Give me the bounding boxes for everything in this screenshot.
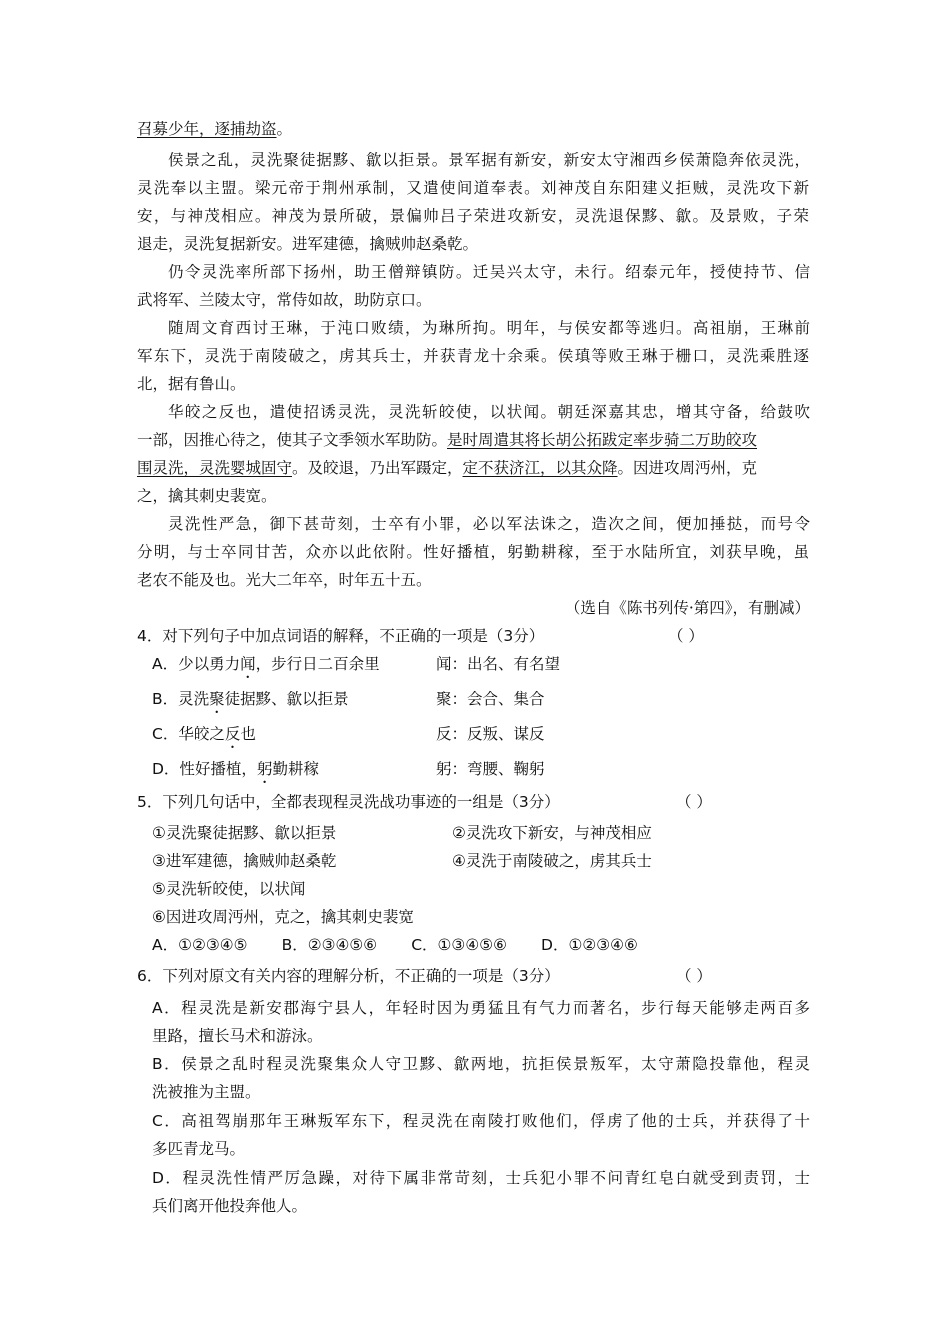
q5-choice-a: A．①②③④⑤ (152, 936, 248, 954)
passage-line-17: 老农不能及也。光大二年卒，时年五十五。 (137, 571, 432, 589)
q6-answer-blank: （ ） (676, 967, 712, 985)
q6-option-a-line-1: A．程灵洗是新安郡海宁县人，年轻时因为勇猛且有气力而著名，步行每天能够走两百多 (152, 999, 810, 1017)
q6-option-c-line-2: 多匹青龙马。 (152, 1140, 246, 1158)
q6-option-d-line-1: D．程灵洗性情严厉急躁，对待下属非常苛刻，士兵犯小罪不问青红皂白就受到责罚，士 (152, 1169, 810, 1187)
q6-option-b-line-2: 洗被推为主盟。 (152, 1083, 261, 1101)
q5-choice-d: D．①②③④⑥ (541, 936, 638, 954)
passage-line-1: 召募少年，逐捕劫盗。 (137, 120, 293, 138)
q6-option-b-line-1: B．侯景之乱时程灵洗聚集众人守卫黟、歙两地，抗拒侯景叛军，太守萧隐投靠他，程灵 (152, 1055, 810, 1073)
q5-statement-6: ⑥因进攻周沔州，克之，擒其刺史裴宽 (152, 908, 414, 926)
passage-line-8: 随周文育西讨王琳，于沌口败绩，为琳所拘。明年，与侯安都等逃归。高祖崩，王琳前 (168, 319, 810, 337)
q4-option-c: C．华皎之反也 反：反叛、谋反 (152, 725, 545, 743)
q6-option-d-line-2: 兵们离开他投奔他人。 (152, 1197, 308, 1215)
underlined-phrase: 定不获济江，以其众降 (462, 459, 618, 477)
passage-line-9: 军东下，灵洗于南陵破之，虏其兵士，并获青龙十余乘。侯瑱等败王琳于栅口，灵洗乘胜逐 (137, 347, 809, 365)
passage-line-7: 武将军、兰陵太守，常侍如故，助防京口。 (137, 291, 432, 309)
q5-statement-5: ⑤灵洗斩皎使，以状闻 (152, 880, 306, 898)
q4-option-b: B．灵洗聚徒据黟、歙以拒景 聚：会合、集合 (152, 690, 545, 708)
passage-line-11: 华皎之反也，遣使招诱灵洗，灵洗斩皎使，以状闻。朝廷深嘉其忠，增其守备，给鼓吹 (168, 403, 810, 421)
passage-line-4: 安，与神茂相应。神茂为景所破，景偏帅吕子荣进攻新安，灵洗退保黟、歙。及景败，子荣 (137, 207, 809, 225)
q5-statements-row-1: ①灵洗聚徒据黟、歙以拒景 ②灵洗攻下新安，与神茂相应 (152, 824, 652, 842)
passage-line-13: 围灵洗，灵洗婴城固守。及皎退，乃出军蹑定，定不获济江，以其众降。因进攻周沔州，克 (137, 459, 758, 477)
passage-line-10: 北，据有鲁山。 (137, 375, 246, 393)
q5-stem: 5．下列几句话中，全都表现程灵洗战功事迹的一组是（3分） (137, 793, 560, 811)
q5-choice-c: C．①③④⑤⑥ (411, 936, 508, 954)
q4-stem: 4．对下列句子中加点词语的解释，不正确的一项是（3分） (137, 627, 545, 645)
passage-line-3: 灵洗奉以主盟。梁元帝于荆州承制，又遣使间道奉表。刘神茂自东阳建义拒贼，灵洗攻下新 (137, 179, 809, 197)
source-citation: （选自《陈书列传·第四》，有删减） (564, 599, 810, 617)
q4-answer-blank: （ ） (668, 627, 704, 645)
underlined-phrase: 是时周遣其将长胡公拓跋定率步骑二万助皎攻 (447, 431, 758, 449)
q4-option-a: A．少以勇力闻，步行日二百余里 闻：出名、有名望 (152, 655, 561, 673)
passage-line-12: 一部，因推心待之，使其子文季领水军助防。是时周遣其将长胡公拓跋定率步骑二万助皎攻 (137, 431, 758, 449)
underlined-phrase: 围灵洗，灵洗婴城固守 (137, 459, 293, 477)
underlined-phrase: 召募少年，逐捕劫盗 (137, 120, 277, 138)
passage-line-15: 灵洗性严急，御下甚苛刻，士卒有小罪，必以军法诛之，造次之间，便加捶挞，而号令 (168, 515, 810, 533)
passage-line-6: 仍令灵洗率所部下扬州，助王僧辩镇防。迁吴兴太守，未行。绍泰元年，授使持节、信 (168, 263, 810, 281)
passage-line-5: 退走，灵洗复据新安。进军建德，擒贼帅赵桑乾。 (137, 235, 479, 253)
passage-line-16: 分明，与士卒同甘苦，众亦以此依附。性好播植，躬勤耕稼，至于水陆所宜，刘获早晚，虽 (137, 543, 809, 561)
q5-choices (152, 933, 638, 957)
q4-option-d: D．性好播植，躬勤耕稼 躬：弯腰、鞠躬 (152, 760, 545, 778)
q5-statements-row-2: ③进军建德，擒贼帅赵桑乾 ④灵洗于南陵破之，虏其兵士 (152, 852, 652, 870)
q5-answer-blank: （ ） (676, 793, 712, 811)
q6-option-c-line-1: C．高祖驾崩那年王琳叛军东下，程灵洗在南陵打败他们，俘虏了他的士兵，并获得了十 (152, 1112, 810, 1130)
q6-option-a-line-2: 里路，擅长马术和游泳。 (152, 1027, 323, 1045)
q6-stem: 6．下列对原文有关内容的理解分析，不正确的一项是（3分） (137, 967, 560, 985)
passage-line-14: 之，擒其刺史裴宽。 (137, 487, 277, 505)
q5-choice-b: B．②③④⑤⑥ (281, 936, 378, 954)
passage-line-2: 侯景之乱，灵洗聚徒据黟、歙以拒景。景军据有新安，新安太守湘西乡侯萧隐奔依灵洗， (168, 151, 810, 169)
